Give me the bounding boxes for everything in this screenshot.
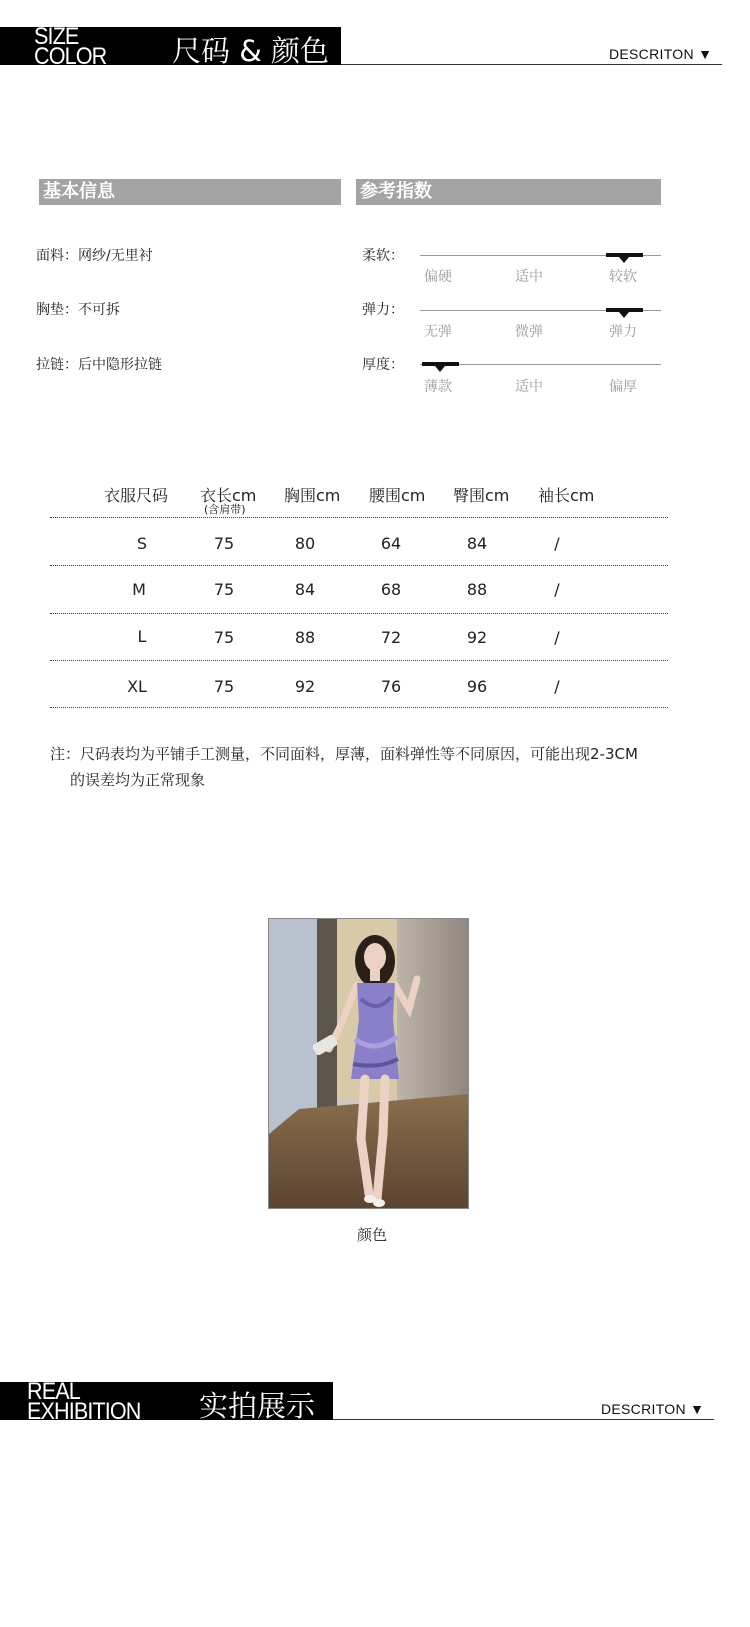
scale-option: 薄款 bbox=[424, 379, 452, 395]
color-caption: 颜色 bbox=[356, 1226, 387, 1244]
banner-en-line2: EXHIBITION bbox=[27, 1398, 141, 1425]
cell-hip: 92 bbox=[466, 628, 488, 647]
table-divider bbox=[50, 613, 668, 614]
measurement-note-line2: 的误差均为正常现象 bbox=[70, 771, 206, 789]
model-illustration bbox=[269, 919, 469, 1209]
scale-option: 微弹 bbox=[515, 324, 543, 340]
table-header-waist: 腰围cm bbox=[369, 486, 426, 505]
measurement-note-line1: 注：尺码表均为平铺手工测量，不同面料，厚薄，面料弹性等不同原因，可能出现2-3CM bbox=[50, 745, 638, 763]
scale-pointer-icon bbox=[619, 257, 629, 263]
cell-sleeve: / bbox=[554, 628, 560, 647]
banner-en-line1: SIZE bbox=[34, 23, 79, 50]
pad-info: 胸垫：不可拆 bbox=[36, 302, 120, 318]
table-header-hip: 臀围cm bbox=[453, 486, 510, 505]
scale-option: 弹力 bbox=[609, 324, 637, 340]
reference-heading: 参考指数 bbox=[356, 179, 661, 205]
cell-bust: 92 bbox=[294, 677, 316, 696]
cell-size: M bbox=[132, 580, 146, 599]
cell-hip: 96 bbox=[466, 677, 488, 696]
product-photo bbox=[268, 918, 469, 1209]
banner-en-line1: REAL bbox=[27, 1378, 80, 1405]
scale-option: 适中 bbox=[515, 379, 543, 395]
scale-pointer-icon bbox=[619, 312, 629, 318]
cell-hip: 84 bbox=[466, 534, 488, 553]
table-header-size: 衣服尺码 bbox=[104, 486, 169, 505]
scale-label: 弹力： bbox=[362, 302, 404, 318]
cell-waist: 76 bbox=[380, 677, 402, 696]
cell-bust: 84 bbox=[294, 580, 316, 599]
banner-cn-title: 实拍展示 bbox=[199, 1389, 316, 1423]
header-rule bbox=[341, 64, 722, 65]
description-dropdown[interactable]: DESCRITON ▼ bbox=[601, 1401, 705, 1417]
scale-option: 偏厚 bbox=[609, 379, 637, 395]
cell-sleeve: / bbox=[554, 677, 560, 696]
scale-option: 较软 bbox=[609, 269, 637, 285]
table-divider bbox=[50, 660, 668, 661]
scale-option: 无弹 bbox=[424, 324, 452, 340]
header-rule bbox=[333, 1419, 714, 1420]
table-header-length: 衣长cm bbox=[200, 486, 257, 505]
cell-length: 75 bbox=[213, 677, 235, 696]
cell-bust: 80 bbox=[294, 534, 316, 553]
banner-en-line2: COLOR bbox=[34, 43, 107, 70]
cell-sleeve: / bbox=[554, 580, 560, 599]
table-divider bbox=[50, 565, 668, 566]
scale-pointer-icon bbox=[435, 366, 445, 372]
cell-size: L bbox=[137, 627, 147, 646]
zipper-info: 拉链：后中隐形拉链 bbox=[36, 357, 162, 373]
table-divider bbox=[50, 517, 668, 518]
cell-bust: 88 bbox=[294, 628, 316, 647]
table-divider bbox=[50, 707, 668, 708]
table-header-bust: 胸围cm bbox=[284, 486, 341, 505]
scale-label: 柔软： bbox=[362, 248, 404, 264]
cell-waist: 64 bbox=[380, 534, 402, 553]
cell-length: 75 bbox=[213, 628, 235, 647]
cell-waist: 68 bbox=[380, 580, 402, 599]
table-header-sleeve: 袖长cm bbox=[538, 486, 595, 505]
scale-label: 厚度： bbox=[362, 357, 404, 373]
cell-waist: 72 bbox=[380, 628, 402, 647]
basic-info-heading: 基本信息 bbox=[39, 179, 341, 205]
cell-hip: 88 bbox=[466, 580, 488, 599]
scale-option: 适中 bbox=[515, 269, 543, 285]
cell-length: 75 bbox=[213, 534, 235, 553]
description-dropdown[interactable]: DESCRITON ▼ bbox=[609, 46, 713, 62]
table-header-length-note: (含肩带) bbox=[204, 503, 246, 516]
banner-cn-title: 尺码 & 颜色 bbox=[172, 34, 330, 68]
cell-size: S bbox=[136, 534, 148, 553]
scale-option: 偏硬 bbox=[424, 269, 452, 285]
cell-length: 75 bbox=[213, 580, 235, 599]
cell-size: XL bbox=[127, 677, 147, 696]
cell-sleeve: / bbox=[554, 534, 560, 553]
fabric-info: 面料：网纱/无里衬 bbox=[36, 248, 153, 264]
